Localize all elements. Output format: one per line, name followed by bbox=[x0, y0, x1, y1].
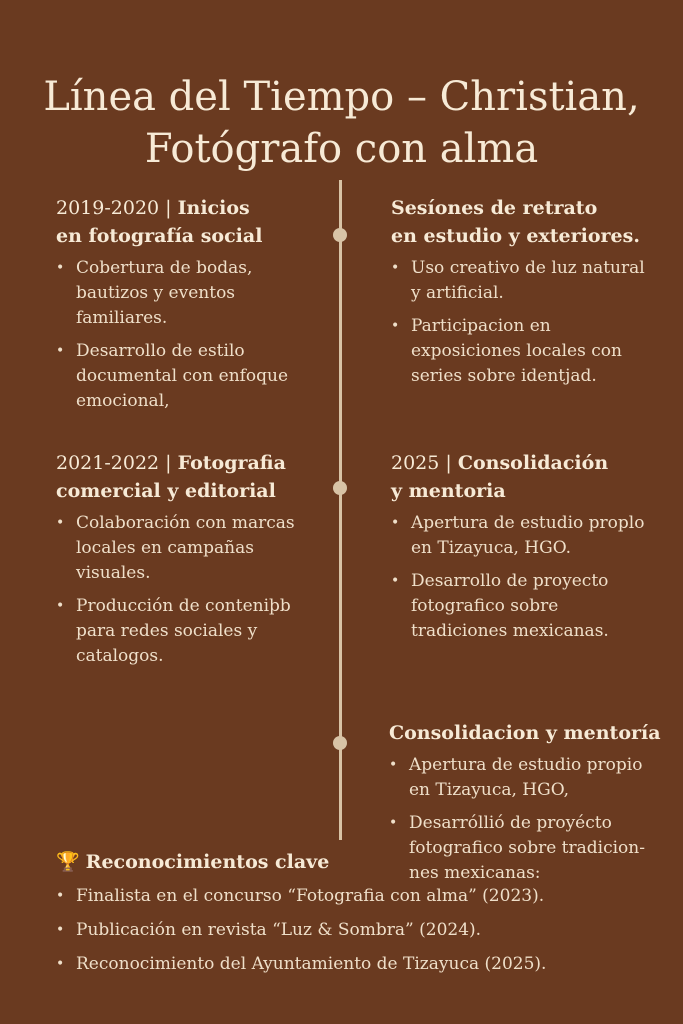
entry-heading bbox=[389, 719, 661, 747]
timeline-entry-2025 bbox=[391, 449, 651, 652]
entry-subtitle: en fotografía social bbox=[56, 225, 263, 247]
timeline-entry-2019 bbox=[56, 194, 326, 422]
entry-subtitle: y mentoria bbox=[391, 480, 506, 502]
list-item: • Colaboración con marcas locales en campañas visuales. bbox=[56, 511, 326, 586]
list-item: • Reconocimiento del Ayuntamiento de Tizayuca (2025). bbox=[56, 952, 656, 977]
entry-heading bbox=[391, 194, 651, 250]
awards-heading bbox=[56, 848, 656, 876]
list-item: • Publicación en revista “Luz & Sombra” (2024). bbox=[56, 918, 656, 943]
list-item: • Desarrollo de proyecto fotografico sobre tradiciones mexicanas. bbox=[391, 569, 651, 644]
entry-title: Inicios bbox=[177, 197, 250, 219]
list-item: • Participacion en exposiciones locales con series sobre identjad. bbox=[391, 314, 651, 389]
list-item: • Apertura de estudio proplo en Tizayuca, HGO. bbox=[391, 511, 651, 561]
title-line-2: Fotógrafo con alma bbox=[144, 125, 539, 172]
timeline-entry-retrato bbox=[391, 194, 651, 397]
entry-heading bbox=[56, 194, 326, 250]
entry-date: 2025 | bbox=[391, 452, 452, 474]
list-item: • Desarrollo de estilo documental con enfoque emocional, bbox=[56, 339, 326, 414]
entry-title: Consolidación bbox=[457, 452, 609, 474]
timeline-dot bbox=[333, 481, 347, 495]
entry-title: Fotografia bbox=[177, 452, 286, 474]
list-item: • Desarróllió de proyécto fotografico sobre tradicion-nes mexicanas: bbox=[389, 811, 661, 886]
entry-date: 2019-2020 | bbox=[56, 197, 172, 219]
entry-title: Consolidacion y mentoría bbox=[389, 722, 661, 744]
entry-heading bbox=[56, 449, 326, 505]
list-item: • Producción de conteniþb para redes sociales y catalogos. bbox=[56, 594, 326, 669]
timeline-dot bbox=[333, 228, 347, 242]
entry-date: 2021-2022 | bbox=[56, 452, 172, 474]
list-item: • Apertura de estudio propio en Tizayuca, HGO, bbox=[389, 753, 661, 803]
entry-heading bbox=[391, 449, 651, 505]
page-title bbox=[0, 71, 683, 175]
entry-subtitle: en estudio y exteriores. bbox=[391, 225, 640, 247]
list-item: • Finalista en el concurso “Fotografia con alma” (2023). bbox=[56, 884, 656, 909]
awards-section bbox=[56, 848, 656, 986]
timeline-entry-2021 bbox=[56, 449, 326, 677]
entry-title: Sesíones de retrato bbox=[391, 197, 598, 219]
title-line-1: Línea del Tiempo – Christian, bbox=[43, 73, 640, 120]
list-item: • Cobertura de bodas, bautizos y eventos familiares. bbox=[56, 256, 326, 331]
trophy-icon: 🏆 bbox=[56, 851, 80, 873]
entry-subtitle: comercial y editorial bbox=[56, 480, 276, 502]
awards-title: Reconocimientos clave bbox=[85, 851, 330, 873]
list-item: • Uso creativo de luz natural y artificial. bbox=[391, 256, 651, 306]
timeline-dot bbox=[333, 736, 347, 750]
